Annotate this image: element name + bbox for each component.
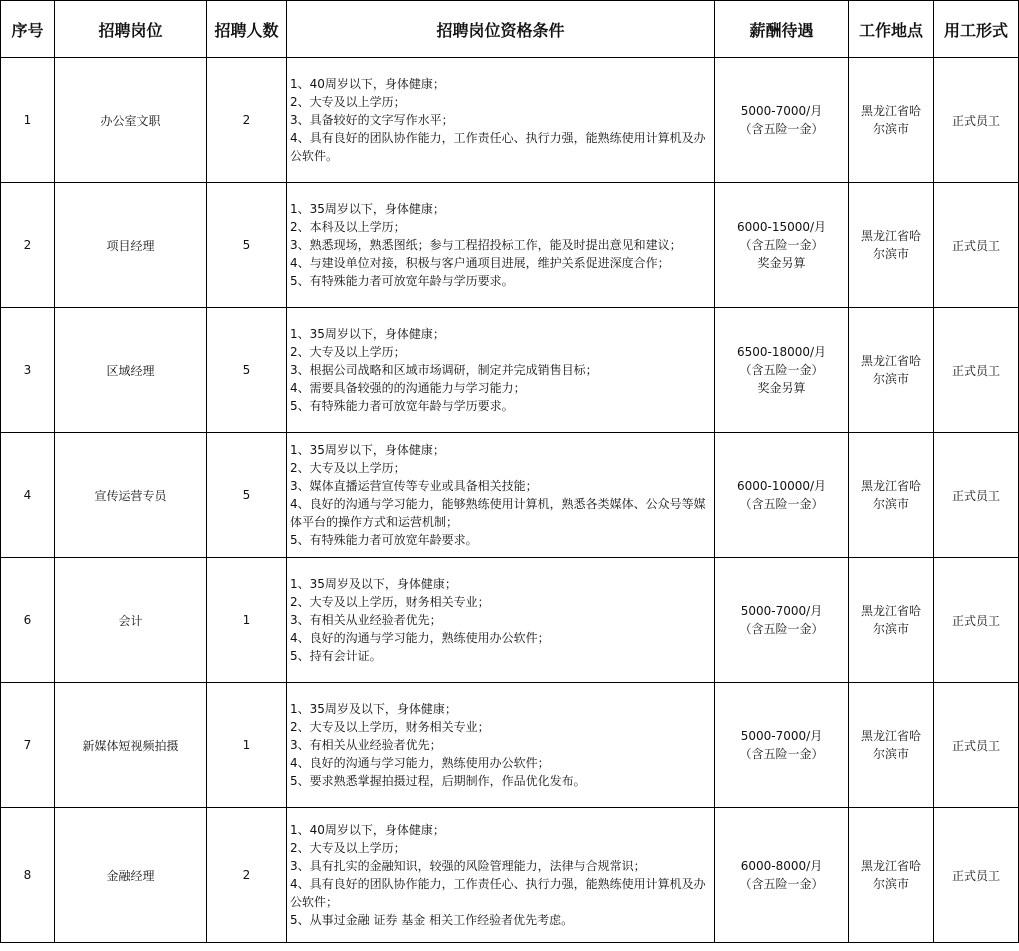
row-position: 项目经理 xyxy=(55,183,207,308)
row-position: 区域经理 xyxy=(55,308,207,433)
requirement-line: 3、媒体直播运营宣传等专业或具备相关技能； xyxy=(290,479,538,493)
row-employment: 正式员工 xyxy=(934,308,1019,433)
header-salary: 薪酬待遇 xyxy=(715,1,849,58)
header-location: 工作地点 xyxy=(849,1,934,58)
row-index: 2 xyxy=(1,183,55,308)
table-row xyxy=(1,683,1019,808)
row-count: 2 xyxy=(207,58,287,183)
row-index: 3 xyxy=(1,308,55,433)
requirement-line: 2、大专及以上学历； xyxy=(290,461,406,475)
row-salary xyxy=(715,58,849,183)
row-employment: 正式员工 xyxy=(934,183,1019,308)
requirement-line: 4、良好的沟通与学习能力，能够熟练使用计算机，熟悉各类媒体、公众号等媒体平台的操作方式和运营机制； xyxy=(290,497,706,529)
requirement-line: 4、具有良好的团队协作能力，工作责任心、执行力强，能熟练使用计算机及办公软件。 xyxy=(290,131,706,163)
header-position: 招聘岗位 xyxy=(55,1,207,58)
requirement-line: 1、35周岁及以下，身体健康； xyxy=(290,577,457,591)
requirement-line: 1、35周岁以下，身体健康； xyxy=(290,327,445,341)
salary-line: （含五险一金） xyxy=(739,877,824,891)
row-requirements xyxy=(287,808,715,943)
row-salary xyxy=(715,308,849,433)
salary-line: 6000-8000/月 xyxy=(740,859,823,873)
salary-line: （含五险一金） xyxy=(739,747,824,761)
row-count: 5 xyxy=(207,308,287,433)
row-count: 5 xyxy=(207,183,287,308)
row-location: 黑龙江省哈尔滨市 xyxy=(849,683,934,808)
requirement-line: 1、35周岁以下，身体健康； xyxy=(290,443,445,457)
header-row xyxy=(1,1,1019,58)
requirement-line: 2、本科及以上学历； xyxy=(290,220,406,234)
salary-line: （含五险一金） xyxy=(739,363,824,377)
salary-line: 6000-10000/月 xyxy=(736,479,827,493)
row-salary xyxy=(715,433,849,558)
requirement-line: 5、持有会计证。 xyxy=(290,649,382,663)
row-index: 1 xyxy=(1,58,55,183)
row-position: 会计 xyxy=(55,558,207,683)
salary-line: 5000-7000/月 xyxy=(740,604,823,618)
row-count: 1 xyxy=(207,683,287,808)
row-requirements xyxy=(287,183,715,308)
row-salary xyxy=(715,558,849,683)
salary-line: 6000-15000/月 xyxy=(736,220,827,234)
header-requirements: 招聘岗位资格条件 xyxy=(287,1,715,58)
header-count: 招聘人数 xyxy=(207,1,287,58)
requirement-line: 3、具有扎实的金融知识，较强的风险管理能力，法律与合规常识； xyxy=(290,859,646,873)
row-employment: 正式员工 xyxy=(934,808,1019,943)
requirement-line: 3、熟悉现场，熟悉图纸；参与工程招投标工作，能及时提出意见和建议； xyxy=(290,238,682,252)
salary-line: （含五险一金） xyxy=(739,622,824,636)
requirement-line: 2、大专及以上学历； xyxy=(290,95,406,109)
table-row xyxy=(1,58,1019,183)
row-salary xyxy=(715,183,849,308)
header-index: 序号 xyxy=(1,1,55,58)
salary-line: 5000-7000/月 xyxy=(740,104,823,118)
row-salary xyxy=(715,808,849,943)
table-row xyxy=(1,308,1019,433)
row-location: 黑龙江省哈尔滨市 xyxy=(849,183,934,308)
requirement-line: 1、40周岁以下，身体健康； xyxy=(290,77,445,91)
salary-line: 6500-18000/月 xyxy=(736,345,827,359)
row-index: 7 xyxy=(1,683,55,808)
requirement-line: 3、有相关从业经验者优先； xyxy=(290,738,442,752)
requirement-line: 5、从事过金融 证券 基金 相关工作经验者优先考虑。 xyxy=(290,913,574,927)
requirement-line: 2、大专及以上学历； xyxy=(290,345,406,359)
requirement-line: 4、需要具备较强的的沟通能力与学习能力； xyxy=(290,381,526,395)
requirement-line: 5、有特殊能力者可放宽年龄要求。 xyxy=(290,533,478,547)
row-index: 6 xyxy=(1,558,55,683)
row-position: 办公室文职 xyxy=(55,58,207,183)
row-requirements xyxy=(287,58,715,183)
row-count: 2 xyxy=(207,808,287,943)
salary-line: 5000-7000/月 xyxy=(740,729,823,743)
requirement-line: 5、要求熟悉掌握拍摄过程，后期制作，作品优化发布。 xyxy=(290,774,586,788)
requirement-line: 4、具有良好的团队协作能力，工作责任心、执行力强，能熟练使用计算机及办公软件； xyxy=(290,877,706,909)
row-employment: 正式员工 xyxy=(934,558,1019,683)
requirement-line: 2、大专及以上学历，财务相关专业； xyxy=(290,720,490,734)
requirement-line: 3、具备较好的文字写作水平； xyxy=(290,113,454,127)
salary-line: （含五险一金） xyxy=(739,238,824,252)
requirement-line: 2、大专及以上学历，财务相关专业； xyxy=(290,595,490,609)
requirement-line: 4、与建设单位对接，积极与客户通项目进展，维护关系促进深度合作； xyxy=(290,256,670,270)
row-position: 新媒体短视频拍摄 xyxy=(55,683,207,808)
row-position: 金融经理 xyxy=(55,808,207,943)
row-employment: 正式员工 xyxy=(934,58,1019,183)
row-requirements xyxy=(287,558,715,683)
requirement-line: 1、40周岁以下，身体健康； xyxy=(290,823,445,837)
table-row xyxy=(1,808,1019,943)
requirement-line: 4、良好的沟通与学习能力，熟练使用办公软件； xyxy=(290,631,550,645)
row-position: 宣传运营专员 xyxy=(55,433,207,558)
table-row xyxy=(1,433,1019,558)
row-location: 黑龙江省哈尔滨市 xyxy=(849,558,934,683)
table-row xyxy=(1,183,1019,308)
salary-line: 奖金另算 xyxy=(757,381,806,395)
row-location: 黑龙江省哈尔滨市 xyxy=(849,308,934,433)
requirement-line: 1、35周岁及以下，身体健康； xyxy=(290,702,457,716)
row-requirements xyxy=(287,433,715,558)
table-row xyxy=(1,558,1019,683)
requirement-line: 4、良好的沟通与学习能力，熟练使用办公软件； xyxy=(290,756,550,770)
row-count: 5 xyxy=(207,433,287,558)
row-location: 黑龙江省哈尔滨市 xyxy=(849,433,934,558)
row-index: 8 xyxy=(1,808,55,943)
row-index: 4 xyxy=(1,433,55,558)
requirement-line: 2、大专及以上学历； xyxy=(290,841,406,855)
requirement-line: 5、有特殊能力者可放宽年龄与学历要求。 xyxy=(290,274,514,288)
row-location: 黑龙江省哈尔滨市 xyxy=(849,58,934,183)
salary-line: （含五险一金） xyxy=(739,497,824,511)
row-requirements xyxy=(287,683,715,808)
requirement-line: 3、有相关从业经验者优先； xyxy=(290,613,442,627)
salary-line: （含五险一金） xyxy=(739,122,824,136)
requirement-line: 3、根据公司战略和区域市场调研，制定并完成销售目标； xyxy=(290,363,598,377)
row-employment: 正式员工 xyxy=(934,433,1019,558)
row-count: 1 xyxy=(207,558,287,683)
row-location: 黑龙江省哈尔滨市 xyxy=(849,808,934,943)
row-salary xyxy=(715,683,849,808)
row-employment: 正式员工 xyxy=(934,683,1019,808)
requirement-line: 1、35周岁以下，身体健康； xyxy=(290,202,445,216)
header-employment: 用工形式 xyxy=(934,1,1019,58)
row-requirements xyxy=(287,308,715,433)
requirement-line: 5、有特殊能力者可放宽年龄与学历要求。 xyxy=(290,399,514,413)
salary-line: 奖金另算 xyxy=(757,256,806,270)
